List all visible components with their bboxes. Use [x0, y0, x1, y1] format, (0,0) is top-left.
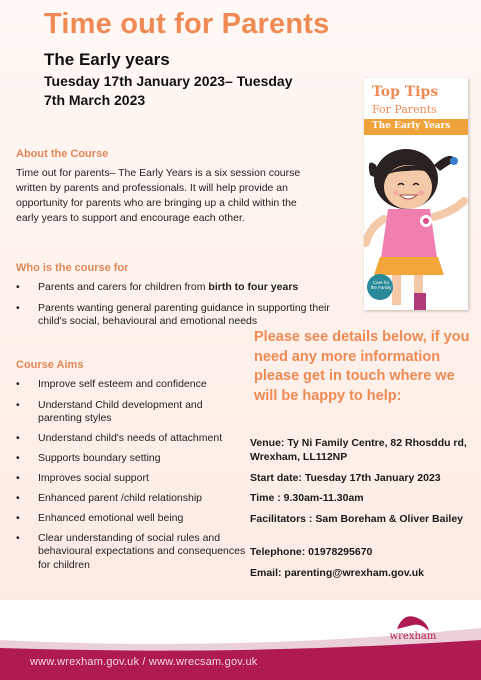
telephone-text: Telephone: 01978295670 [250, 546, 373, 558]
course-dates-line-2: 7th March 2023 [44, 92, 146, 108]
aims-list [16, 378, 248, 572]
who-item-1-bold: birth to four years [208, 281, 299, 293]
time-text: Time : 9.30am-11.30am [250, 492, 364, 504]
start-date-text: Start date: Tuesday 17th January 2023 [250, 472, 441, 484]
list-item: • Improves social support [16, 472, 248, 486]
email-text: Email: parenting@wrexham.gov.uk [250, 567, 424, 579]
booklet-cover-image [364, 78, 468, 310]
logo-text-welsh: wrecsam [390, 644, 436, 655]
who-list [16, 281, 346, 329]
list-item: • Improve self esteem and confidence [16, 378, 248, 392]
list-item: • Parents wanting general parenting guidance in supporting their child's social, behavioural and emotional needs [16, 302, 334, 329]
course-dates-line-1: Tuesday 17th January 2023– Tuesday [44, 73, 293, 89]
list-item: • Clear understanding of social rules and behavioural expectations and consequences for children [16, 532, 248, 573]
booklet-band-label: The Early Years [372, 121, 451, 131]
wrexham-logo [360, 611, 466, 661]
course-dates [44, 72, 354, 110]
list-item: • Enhanced parent /child relationship [16, 492, 248, 506]
venue-text: Venue: Ty Ni Family Centre, 82 Rhosddu rd, Wrexham, LL112NP [250, 437, 467, 463]
list-item [16, 281, 346, 295]
dragon-emblem-icon [393, 611, 433, 633]
booklet-badge-label: Care for the Family [370, 280, 392, 290]
booklet-band [364, 119, 468, 135]
footer-url: www.wrexham.gov.uk / www.wrecsam.gov.uk [30, 656, 258, 668]
booklet-title: Top Tips [372, 84, 439, 100]
about-text: Time out for parents– The Early Years is a six session course written by parents and professionals. It will help provide an opportunity for parents who are bringing up a child within the early years to support and encourage each other. [16, 167, 301, 224]
who-heading: Who is the course for [16, 262, 129, 274]
list-item: • Enhanced emotional well being [16, 512, 248, 526]
who-item-1-text: Parents and carers for children from [38, 281, 209, 293]
about-heading: About the Course [16, 148, 109, 160]
page-title: Time out for Parents [44, 8, 330, 40]
list-item: • Understand child's needs of attachment [16, 432, 248, 446]
logo-text-english: wrexham [389, 631, 437, 642]
contact-callout: Please see details below, if you need any more information please get in touch where we will be happy to help: [254, 329, 470, 404]
facilitators-text: Facilitators : Sam Boreham & Oliver Bailey [250, 513, 463, 525]
list-item: • Supports boundary setting [16, 452, 248, 466]
page-subtitle: The Early years [44, 50, 170, 69]
booklet-subtitle: For Parents [372, 103, 437, 116]
list-item: • Understand Child development and parenting styles [16, 399, 248, 426]
aims-heading: Course Aims [16, 359, 84, 371]
